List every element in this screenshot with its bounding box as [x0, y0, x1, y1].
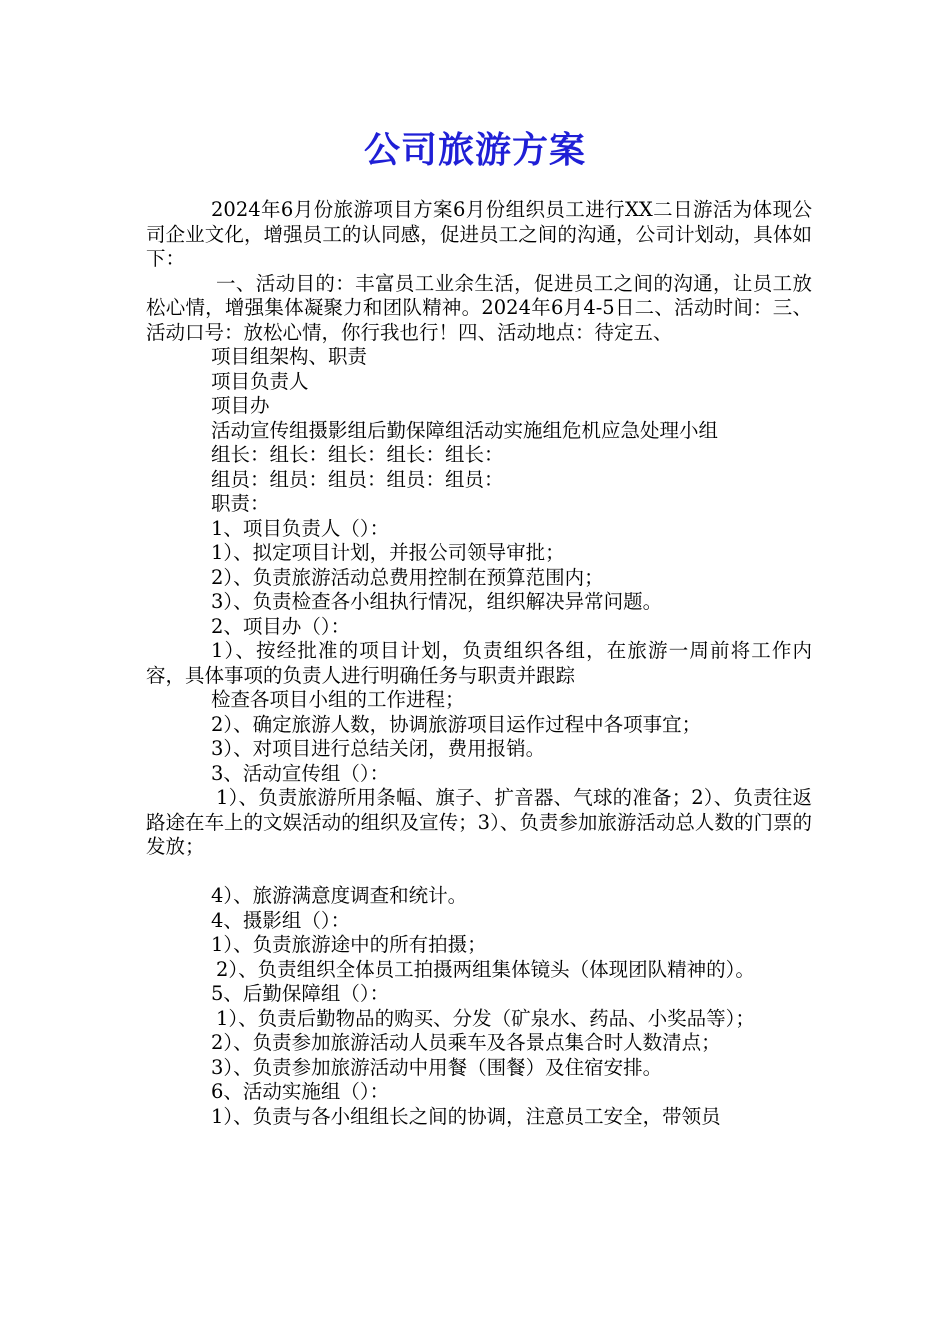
paragraph: 2）、负责组织全体员工拍摄两组集体镜头（体现团队精神的）。 [216, 957, 755, 981]
paragraph: 1）、负责后勤物品的购买、分发（矿泉水、药品、小奖品等）； [216, 1006, 755, 1030]
paragraph: 1、项目负责人（）： [211, 516, 390, 540]
document-title: 公司旅游方案 [363, 129, 586, 171]
paragraph: 4）、旅游满意度调查和统计。 [211, 884, 468, 907]
paragraph: 1）、负责与各小组组长之间的协调，注意员工安全，带领员 [211, 1104, 721, 1128]
paragraph: 职责： [211, 492, 270, 515]
paragraph: 组长：组长：组长：组长：组长： [211, 443, 504, 466]
paragraph: 6、活动实施组（）： [211, 1080, 390, 1103]
paragraph: 2、项目办（）： [211, 614, 351, 638]
paragraph: 1）、按经批准的项目计划，负责组织各组，在旅游一周前将工作内容，具体事项的负责人进行明确任务与职责并跟踪 [146, 639, 812, 687]
paragraph: 3）、负责检查各小组执行情况，组织解决异常问题。 [211, 590, 663, 613]
paragraph: 3）、负责参加旅游活动中用餐（围餐）及住宿安排。 [211, 1055, 663, 1079]
paragraph: 2）、负责旅游活动总费用控制在预算范围内； [211, 565, 604, 589]
paragraph: 3、活动宣传组（）： [211, 761, 390, 785]
paragraph: 活动宣传组摄影组后勤保障组活动实施组危机应急处理小组 [211, 418, 719, 442]
blank-line [146, 860, 812, 885]
paragraph: 组员：组员：组员：组员：组员： [211, 467, 504, 491]
paragraph: 1）、负责旅游途中的所有拍摄； [211, 933, 487, 956]
paragraph: 1）、负责旅游所用条幅、旗子、扩音器、气球的准备；2）、负责往返路途在车上的文娱活动的组织及宣传；3）、负责参加旅游活动总人数的门票的发放； [146, 786, 812, 858]
paragraph: 检查各项目小组的工作进程； [211, 688, 465, 711]
paragraph: 2024年6月份旅游项目方案6月份组织员工进行XX二日游活为体现公司企业文化，增强员工的认同感，促进员工之间的沟通，公司计划动，具体如下： [146, 198, 812, 270]
paragraph: 项目负责人 [211, 369, 309, 393]
document-body [146, 198, 812, 1129]
paragraph: 项目组架构、职责 [211, 345, 368, 368]
paragraph: 一、活动目的：丰富员工业余生活，促进员工之间的沟通，让员工放松心情，增强集体凝聚力和团队精神。2024年6月4-5日二、活动时间：三、活动口号：放松心情，你行我也行！四、活动地点：待定五、 [146, 271, 812, 344]
paragraph: 1）、拟定项目计划，并报公司领导审批； [211, 541, 565, 564]
paragraph: 2）、确定旅游人数，协调旅游项目运作过程中各项事宜； [211, 712, 702, 736]
paragraph: 5、后勤保障组（）： [211, 982, 390, 1005]
paragraph: 2）、负责参加旅游活动人员乘车及各景点集合时人数清点； [211, 1031, 721, 1054]
paragraph: 4、摄影组（）： [211, 908, 351, 932]
paragraph: 项目办 [211, 394, 270, 417]
paragraph: 3）、对项目进行总结关闭，费用报销。 [211, 737, 546, 760]
